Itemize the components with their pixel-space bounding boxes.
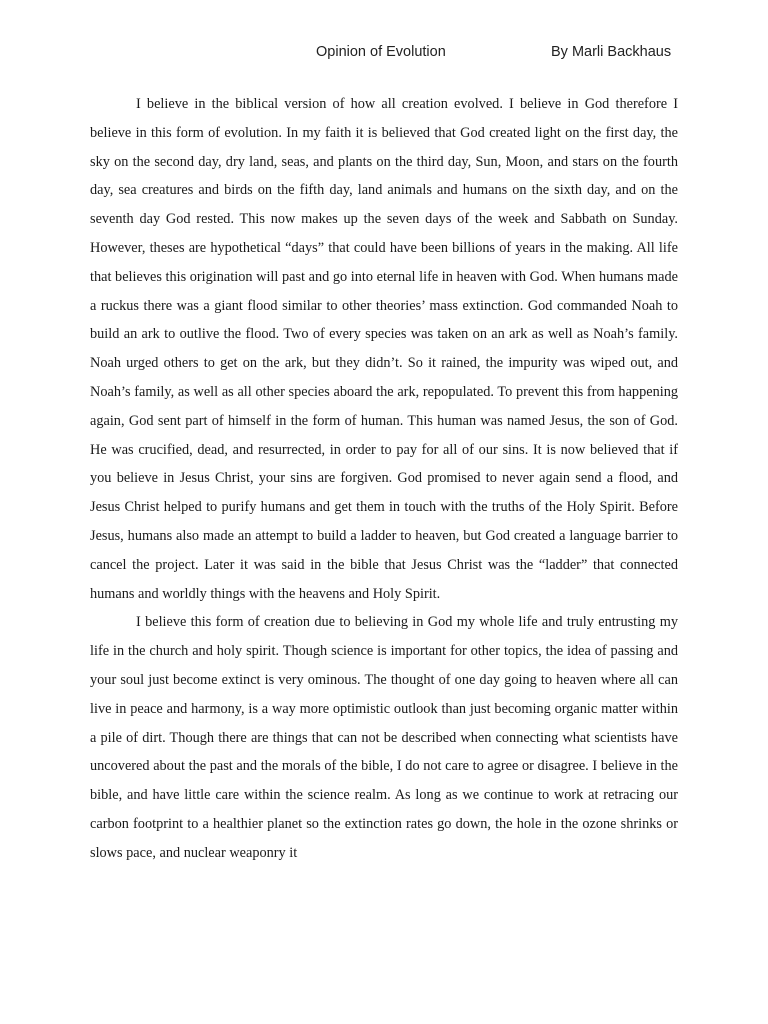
document-body bbox=[90, 90, 678, 868]
paragraph: I believe this form of creation due to believing in God my whole life and truly entrusting my life in the church and holy spirit. Though science is important for other topics, the idea of passing and your soul just become extinct is very ominous. The thought of one day going to heaven where all can live in peace and harmony, is a way more optimistic outlook than just becoming organic matter within a pile of dirt. Though there are things that can not be described when connecting what scientists have uncovered about the past and the morals of the bible, I do not care to agree or disagree. I believe in the bible, and have little care within the science realm. As long as we continue to work at retracing our carbon footprint to a healthier planet so the extinction rates go down, the hole in the ozone shrinks or slows pace, and nuclear weaponry it bbox=[90, 614, 678, 861]
paragraph: I believe in the biblical version of how all creation evolved. I believe in God therefore I believe in this form of evolution. In my faith it is believed that God created light on the first day, the sky on the second day, dry land, seas, and plants on the third day, Sun, Moon, and stars on the fourth day, sea creatures and birds on the fifth day, land animals and humans on the sixth day, and on the seventh day God rested. This now makes up the seven days of the week and Sabbath on Sunday. However, theses are hypothetical “days” that could have been billions of years in the making. All life that believes this origination will past and go into eternal life in heaven with God. When humans made a ruckus there was a giant flood similar to other theories’ mass extinction. God commanded Noah to build an ark to outlive the flood. Two of every species was taken on an ark as well as Noah’s family. Noah urged others to get on the ark, but they didn’t. So it rained, the impurity was wiped out, and Noah’s family, as well as all other species aboard the ark, repopulated. To prevent this from happening again, God sent part of himself in the form of human. This human was named Jesus, the son of God. He was crucified, dead, and resurrected, in order to pay for all of our sins. It is now believed that if you believe in Jesus Christ, your sins are forgiven. God promised to never again send a flood, and Jesus Christ helped to purify humans and get them in touch with the truths of the Holy Spirit. Before Jesus, humans also made an attempt to build a ladder to heaven, but God created a language barrier to cancel the project. Later it was said in the bible that Jesus Christ was the “ladder” that connected humans and worldly things with the heavens and Holy Spirit. bbox=[90, 96, 678, 602]
page-header bbox=[0, 44, 768, 68]
document-author: By Marli Backhaus bbox=[551, 44, 672, 60]
document-title: Opinion of Evolution bbox=[316, 44, 446, 60]
